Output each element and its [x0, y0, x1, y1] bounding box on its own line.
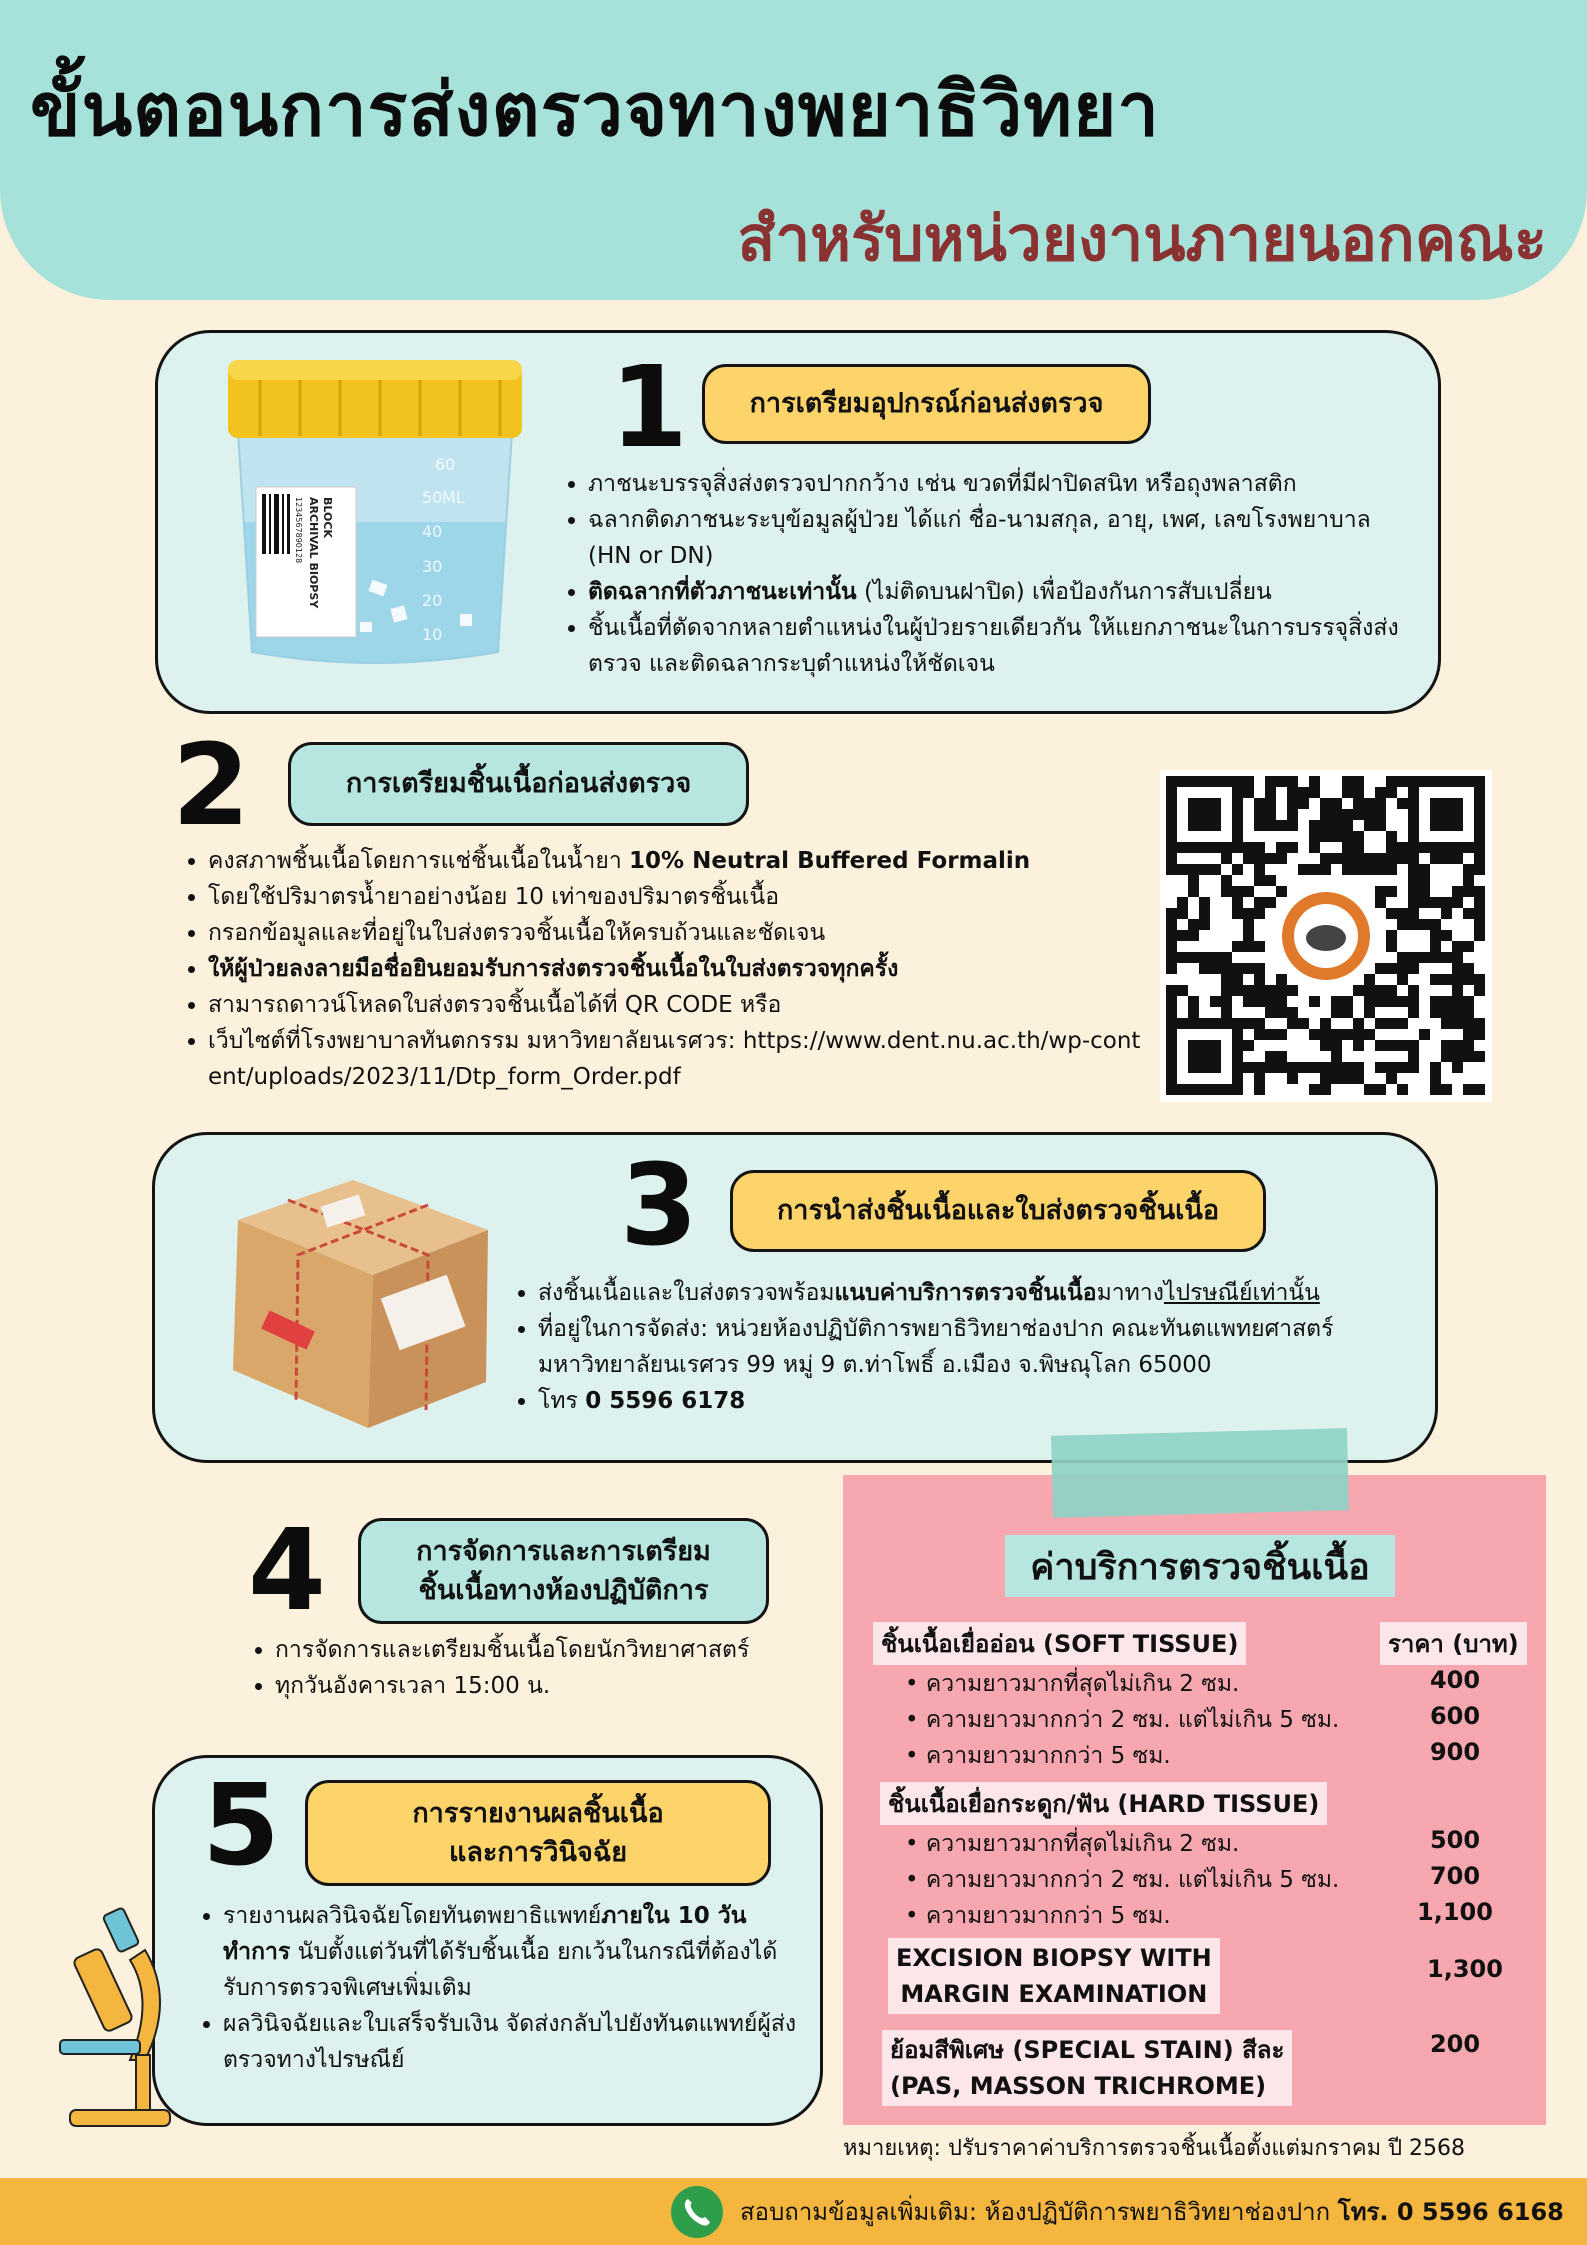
text: นับตั้งแต่วันที่ได้รับชิ้นเนื้อ ยกเว้นในกรณีที่ต้องได้รับการตรวจพิเศษเพิ่มเติม — [223, 1939, 778, 2001]
price-value: 600 — [1429, 1702, 1481, 1730]
hard-tissue-label: ชิ้นเนื้อเยื่อกระดูก/ฟัน (HARD TISSUE) — [880, 1782, 1327, 1825]
jar-mark: 40 — [422, 522, 443, 541]
bold-text: ภายใน 10 วันทำการ — [223, 1903, 747, 1965]
price-value: 500 — [1429, 1826, 1481, 1854]
price-note: หมายเหตุ: ปรับราคาค่าบริการตรวจชิ้นเนื้อตั้งแต่มกราคม ปี 2568 — [843, 2136, 1466, 2161]
price-item-label: ความยาวมากกว่า 2 ซม. แต่ไม่เกิน 5 ซม. — [925, 1867, 1340, 1893]
jar-mark: 50 — [422, 488, 443, 507]
step1-number: 1 — [610, 343, 688, 473]
price-column-header: ราคา (บาท) — [1380, 1622, 1527, 1665]
underline-text: ไปรษณีย์เท่านั้น — [1163, 1280, 1320, 1306]
price-item: • ความยาวมากที่สุดไม่เกิน 2 ซม. — [905, 1671, 1240, 1697]
title-line: ชิ้นเนื้อทางห้องปฏิบัติการ — [418, 1575, 709, 1606]
list-item: • โดยใช้ปริมาตรน้ำยาอย่างน้อย 10 เท่าของปริมาตรชิ้นเนื้อ — [208, 879, 1145, 915]
price-item-label: ความยาวมากกว่า 5 ซม. — [925, 1903, 1171, 1929]
step4-title — [358, 1518, 769, 1624]
excision-biopsy-label — [888, 1938, 1220, 2014]
label-line: EXCISION BIOPSY WITH — [896, 1944, 1212, 1972]
price-value: 700 — [1429, 1862, 1481, 1890]
page-title: ขั้นตอนการส่งตรวจทางพยาธิวิทยา — [30, 67, 1160, 153]
step5-bullets — [195, 1898, 800, 2078]
list-item: • เว็บไซต์ที่โรงพยาบาลทันตกรรม มหาวิทยาลัยนเรศวร: https://www.dent.nu.ac.th/wp-content/uploads/2023/11/Dtp_form_Order.pdf — [208, 1023, 1145, 1095]
text: (ไม่ติดบนฝาปิด) เพื่อป้องกันการสับเปลี่ยน — [856, 579, 1272, 605]
footer-phone: โทร. 0 5596 6168 — [1337, 2198, 1564, 2226]
label-line: ย้อมสีพิเศษ (SPECIAL STAIN) สีละ — [890, 2036, 1285, 2064]
jar-label-block: BLOCK — [321, 497, 334, 538]
price-item-label: ความยาวมากกว่า 2 ซม. แต่ไม่เกิน 5 ซม. — [925, 1707, 1340, 1733]
step4-bullets — [247, 1632, 847, 1704]
list-item — [208, 843, 1145, 879]
list-item: • ฉลากติดภาชนะระบุข้อมูลผู้ป่วย ได้แก่ ชื่อ-นามสกุล, อายุ, เพศ, เลขโรงพยาบาล (HN or DN) — [588, 502, 1410, 574]
price-item: • ความยาวมากกว่า 5 ซม. — [905, 1743, 1171, 1769]
list-item — [538, 1275, 1410, 1311]
list-item: • ให้ผู้ป่วยลงลายมือชื่อยินยอมรับการส่งตรวจชิ้นเนื้อในใบส่งตรวจทุกครั้ง — [208, 951, 1145, 987]
jar-mark: 10 — [422, 625, 443, 644]
phone-number: 0 5596 6178 — [585, 1388, 746, 1414]
jar-barcode-number: 1234567890128 — [294, 497, 303, 564]
step2-number: 2 — [172, 721, 250, 851]
price-title: ค่าบริการตรวจชิ้นเนื้อ — [1005, 1535, 1395, 1597]
list-item: • ภาชนะบรรจุสิ่งส่งตรวจปากกว้าง เช่น ขวดที่มีฝาปิดสนิท หรือถุงพลาสติก — [588, 466, 1410, 502]
title-line: การจัดการและการเตรียม — [416, 1535, 711, 1567]
special-stain-label — [882, 2030, 1292, 2106]
step3-number: 3 — [620, 1141, 698, 1271]
step5-number: 5 — [202, 1761, 280, 1891]
page-subtitle: สำหรับหน่วยงานภายนอกคณะ — [737, 202, 1547, 275]
list-item — [223, 1898, 800, 2006]
parcel-box-icon — [228, 1160, 498, 1430]
text: ส่งชิ้นเนื้อและใบส่งตรวจพร้อม — [538, 1280, 835, 1306]
text: รายงานผลวินิจฉัยโดยทันตพยาธิแพทย์ — [223, 1903, 602, 1929]
price-item-label: ความยาวมากกว่า 5 ซม. — [925, 1743, 1171, 1769]
price-value: 400 — [1429, 1666, 1481, 1694]
price-item-label: ความยาวมากที่สุดไม่เกิน 2 ซม. — [925, 1671, 1240, 1697]
price-value: 1,100 — [1417, 1898, 1493, 1926]
price-item: • ความยาวมากกว่า 5 ซม. — [905, 1903, 1171, 1929]
list-item: • ผลวินิจฉัยและใบเสร็จรับเงิน จัดส่งกลับไปยังทันตแพทย์ผู้ส่งตรวจทางไปรษณีย์ — [223, 2006, 800, 2078]
label-line: MARGIN EXAMINATION — [900, 1980, 1208, 2008]
list-item: • กรอกข้อมูลและที่อยู่ในใบส่งตรวจชิ้นเนื้อให้ครบถ้วนและชัดเจน — [208, 915, 1145, 951]
step2-title: การเตรียมชิ้นเนื้อก่อนส่งตรวจ — [288, 742, 749, 826]
bold-text: 10% Neutral Buffered Formalin — [629, 848, 1031, 874]
bold-text: แนบค่าบริการตรวจชิ้นเนื้อ — [834, 1280, 1097, 1306]
step4-number: 4 — [248, 1506, 326, 1636]
price-item: • ความยาวมากกว่า 2 ซม. แต่ไม่เกิน 5 ซม. — [905, 1707, 1340, 1733]
price-value: 900 — [1429, 1738, 1481, 1766]
price-value: 200 — [1429, 2030, 1481, 2058]
phone-icon — [670, 2185, 724, 2239]
jar-mark: 60 — [435, 455, 456, 474]
list-item: • ทุกวันอังคารเวลา 15:00 น. — [275, 1668, 847, 1704]
step1-bullets — [560, 466, 1410, 682]
step3-bullets — [510, 1275, 1410, 1419]
jar-label-text: ARCHIVAL BIOPSY — [307, 497, 320, 609]
text: โทร — [538, 1388, 586, 1414]
title-line: และการวินิจฉัย — [448, 1837, 628, 1868]
list-item — [538, 1383, 1410, 1419]
soft-tissue-label: ชิ้นเนื้อเยื่ออ่อน (SOFT TISSUE) — [873, 1622, 1246, 1665]
price-item: • ความยาวมากที่สุดไม่เกิน 2 ซม. — [905, 1831, 1240, 1857]
specimen-jar-icon — [210, 352, 540, 670]
step1-title: การเตรียมอุปกรณ์ก่อนส่งตรวจ — [702, 364, 1151, 444]
list-item: • การจัดการและเตรียมชิ้นเนื้อโดยนักวิทยาศาสตร์ — [275, 1632, 847, 1668]
footer-contact — [740, 2192, 1564, 2231]
qr-code[interactable] — [1160, 770, 1492, 1102]
tape-decoration — [1051, 1428, 1349, 1518]
price-item-label: ความยาวมากที่สุดไม่เกิน 2 ซม. — [925, 1831, 1240, 1857]
microscope-icon — [50, 1890, 180, 2130]
jar-unit: ML — [442, 488, 465, 507]
footer-text: สอบถามข้อมูลเพิ่มเติม: ห้องปฏิบัติการพยาธิวิทยาช่องปาก — [740, 2198, 1338, 2226]
step2-bullets — [180, 843, 1145, 1095]
text: มาทาง — [1096, 1280, 1164, 1306]
qr-code-icon — [1160, 770, 1492, 1102]
jar-mark: 30 — [422, 557, 443, 576]
step3-title: การนำส่งชิ้นเนื้อและใบส่งตรวจชิ้นเนื้อ — [730, 1170, 1266, 1252]
list-item — [588, 574, 1410, 610]
bold-text: ติดฉลากที่ตัวภาชนะเท่านั้น — [588, 579, 857, 605]
step5-title — [305, 1780, 771, 1886]
label-line: (PAS, MASSON TRICHROME) — [890, 2072, 1267, 2100]
price-value: 1,300 — [1427, 1955, 1503, 1983]
price-item: • ความยาวมากกว่า 2 ซม. แต่ไม่เกิน 5 ซม. — [905, 1867, 1340, 1893]
list-item: • สามารถดาวน์โหลดใบส่งตรวจชิ้นเนื้อได้ที่ QR CODE หรือ — [208, 987, 1145, 1023]
title-line: การรายงานผลชิ้นเนื้อ — [412, 1797, 664, 1829]
jar-mark: 20 — [422, 591, 443, 610]
list-item: • ชิ้นเนื้อที่ตัดจากหลายตำแหน่งในผู้ป่วยรายเดียวกัน ให้แยกภาชนะในการบรรจุสิ่งส่งตรวจ และติดฉลากระบุตำแหน่งให้ชัดเจน — [588, 610, 1410, 682]
list-item: • ที่อยู่ในการจัดส่ง: หน่วยห้องปฏิบัติการพยาธิวิทยาช่องปาก คณะทันตแพทยศาสตร์ มหาวิทยาลัยนเรศวร 99 หมู่ 9 ต.ท่าโพธิ์ อ.เมือง จ.พิษณุโลก 65000 — [538, 1311, 1410, 1383]
text: คงสภาพชิ้นเนื้อโดยการแช่ชิ้นเนื้อในน้ำยา — [208, 848, 630, 874]
